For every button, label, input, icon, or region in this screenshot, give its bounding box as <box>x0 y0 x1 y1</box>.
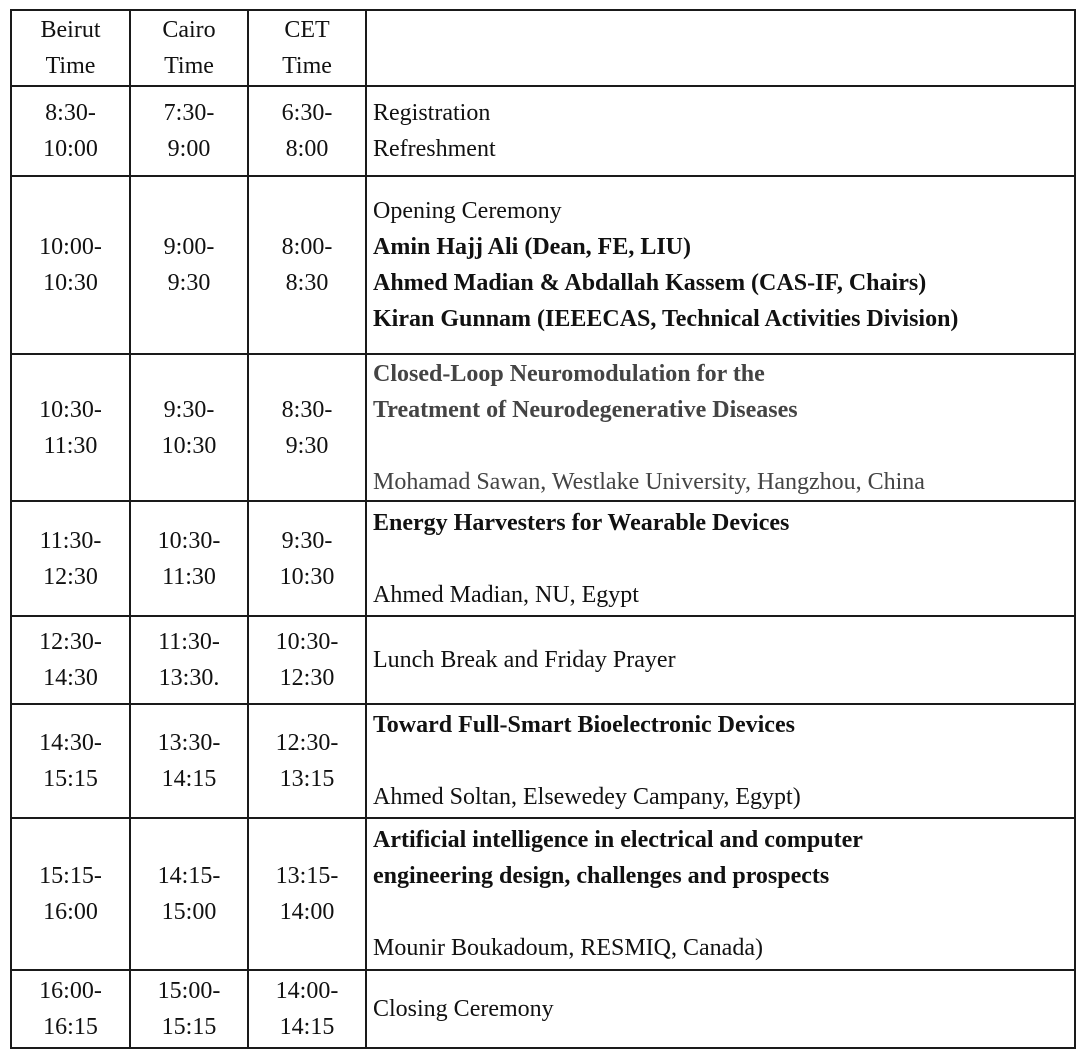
table-row <box>11 354 1075 501</box>
speaker-name: Kiran Gunnam (IEEECAS, Technical Activities Division) <box>373 306 959 332</box>
spacer <box>373 894 1070 930</box>
spacer <box>373 428 1070 464</box>
table-row <box>11 970 1075 1048</box>
cet-time: 10:30- 12:30 <box>248 616 366 704</box>
cet-time: 8:30- 9:30 <box>248 354 366 501</box>
session-label: Lunch Break and Friday Prayer <box>373 647 676 673</box>
cairo-time: 7:30- 9:00 <box>130 86 248 176</box>
beirut-time: 11:30- 12:30 <box>11 501 130 616</box>
spacer <box>373 743 1070 779</box>
cairo-time: 13:30- 14:15 <box>130 704 248 818</box>
beirut-time: 16:00- 16:15 <box>11 970 130 1048</box>
table-row <box>11 86 1075 176</box>
beirut-time: 15:15- 16:00 <box>11 818 130 970</box>
cet-time: 14:00- 14:15 <box>248 970 366 1048</box>
session-label: Opening Ceremony <box>373 198 562 224</box>
session-header <box>366 10 1075 86</box>
speaker-name: Ahmed Madian, NU, Egypt <box>373 581 639 608</box>
session-label: Closing Ceremony <box>373 996 554 1022</box>
talk-title: engineering design, challenges and prospects <box>373 863 830 889</box>
session-cell <box>366 176 1075 354</box>
speaker-name: Ahmed Soltan, Elsewedey Campany, Egypt) <box>373 784 801 810</box>
beirut-time: 10:00- 10:30 <box>11 176 130 354</box>
cairo-time: 10:30- 11:30 <box>130 501 248 616</box>
beirut-time: 10:30- 11:30 <box>11 354 130 501</box>
speaker-name: Ahmed Madian & Abdallah Kassem (CAS-IF, Chairs) <box>373 270 927 296</box>
beirut-time: 14:30- 15:15 <box>11 704 130 818</box>
talk-title: Artificial intelligence in electrical and computer <box>373 827 863 853</box>
beirut-time: 8:30- 10:00 <box>11 86 130 176</box>
speaker-name: Mounir Boukadoum, RESMIQ, Canada) <box>373 935 763 961</box>
cairo-time: 14:15- 15:00 <box>130 818 248 970</box>
cairo-time: 9:30- 10:30 <box>130 354 248 501</box>
session-label: Refreshment <box>373 136 496 162</box>
talk-title: Toward Full-Smart Bioelectronic Devices <box>373 712 795 738</box>
table-row <box>11 616 1075 704</box>
session-cell <box>366 616 1075 704</box>
cairo-time: 15:00- 15:15 <box>130 970 248 1048</box>
spacer <box>373 541 1070 577</box>
talk-title: Treatment of Neurodegenerative Diseases <box>373 396 798 423</box>
cet-time: 8:00- 8:30 <box>248 176 366 354</box>
session-cell <box>366 970 1075 1048</box>
schedule-table <box>10 9 1076 1049</box>
table-row <box>11 704 1075 818</box>
session-cell <box>366 501 1075 616</box>
table-row <box>11 818 1075 970</box>
cet-time: 9:30- 10:30 <box>248 501 366 616</box>
talk-title: Energy Harvesters for Wearable Devices <box>373 509 790 536</box>
table-row <box>11 501 1075 616</box>
session-cell <box>366 354 1075 501</box>
session-cell <box>366 704 1075 818</box>
session-cell <box>366 818 1075 970</box>
speaker-name: Amin Hajj Ali (Dean, FE, LIU) <box>373 234 691 260</box>
beirut-time: 12:30- 14:30 <box>11 616 130 704</box>
session-cell <box>366 86 1075 176</box>
cet-time: 12:30- 13:15 <box>248 704 366 818</box>
header-row <box>11 10 1075 86</box>
session-label: Registration <box>373 100 491 126</box>
cet-time: 6:30- 8:00 <box>248 86 366 176</box>
cairo-time-header: Cairo Time <box>130 10 248 86</box>
cet-time-header: CET Time <box>248 10 366 86</box>
beirut-time-header: Beirut Time <box>11 10 130 86</box>
talk-title: Closed-Loop Neuromodulation for the <box>373 360 765 387</box>
table-row <box>11 176 1075 354</box>
cairo-time: 11:30- 13:30. <box>130 616 248 704</box>
cairo-time: 9:00- 9:30 <box>130 176 248 354</box>
speaker-name: Mohamad Sawan, Westlake University, Hangzhou, China <box>373 468 925 495</box>
cet-time: 13:15- 14:00 <box>248 818 366 970</box>
